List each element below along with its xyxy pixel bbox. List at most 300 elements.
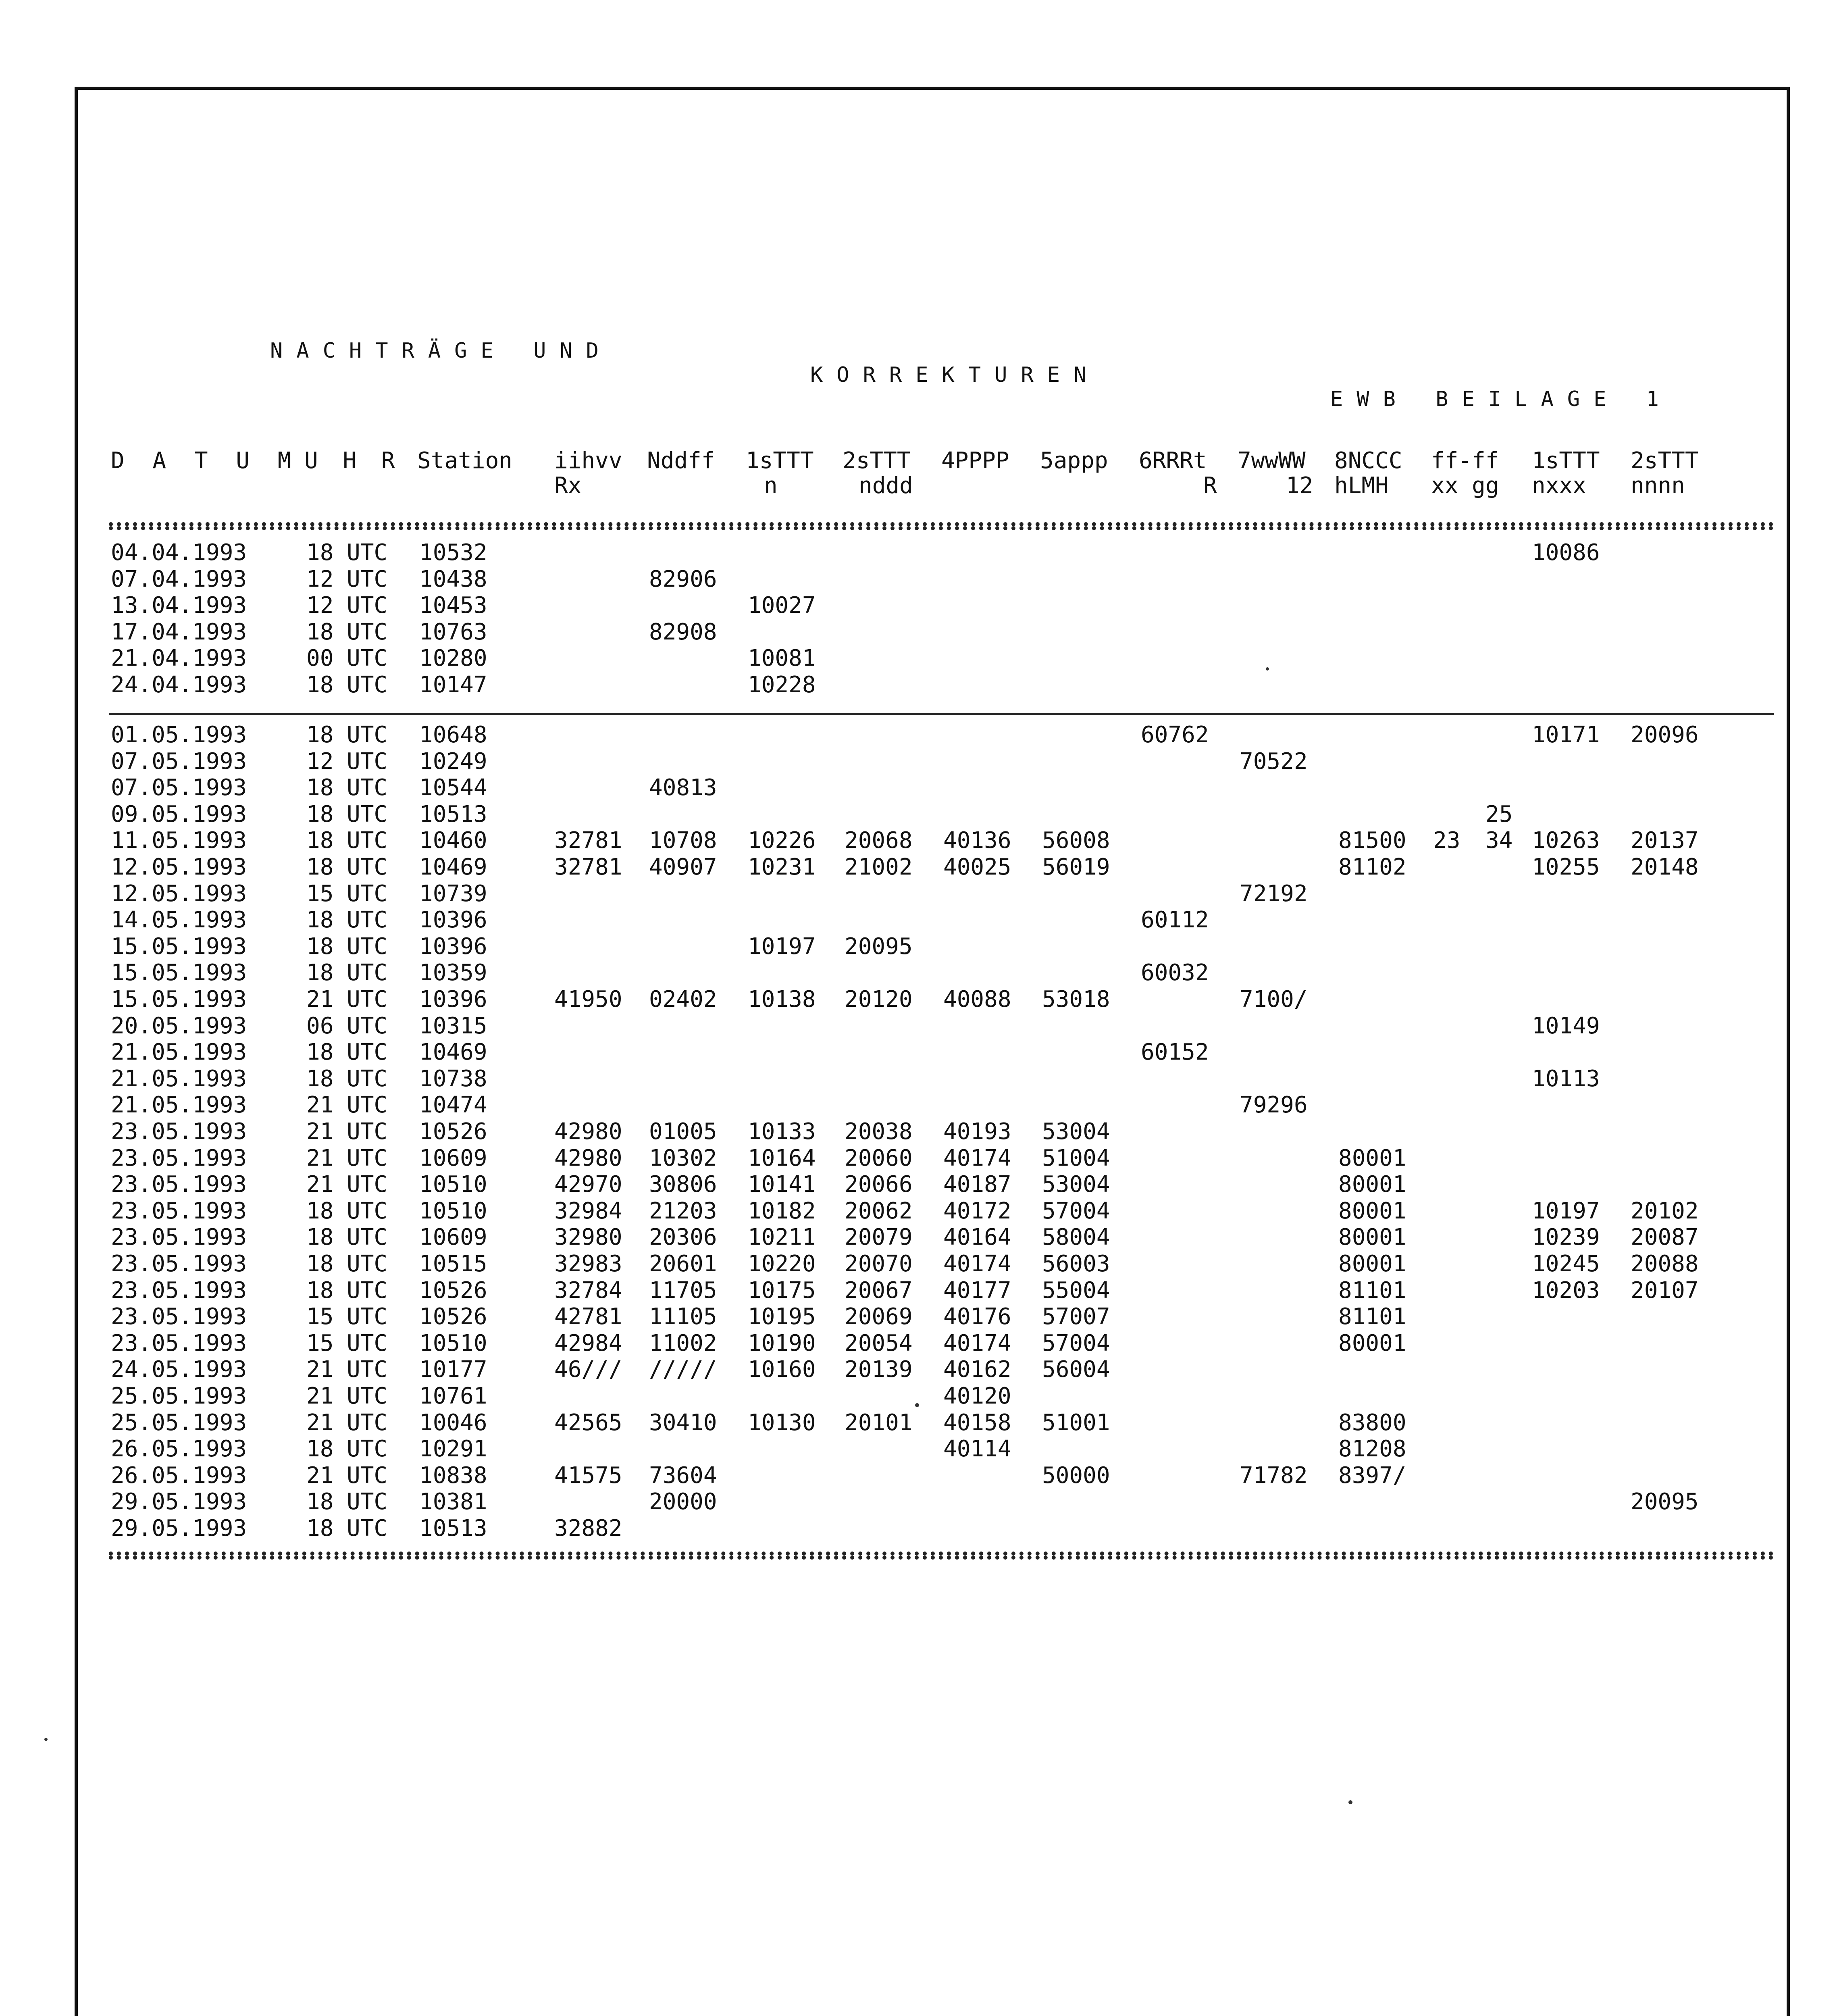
utc-cell: UTC — [347, 672, 388, 698]
table-row — [0, 1224, 1835, 1251]
hour-cell: 21 — [306, 1092, 334, 1118]
station-cell: 10046 — [419, 1409, 487, 1436]
date-cell: 21.04.1993 — [111, 645, 247, 672]
footer-divider — [109, 1552, 1774, 1556]
hour-cell: 06 — [306, 1012, 334, 1039]
hour-cell: 18 — [306, 907, 334, 933]
value-cell: 70522 — [1240, 748, 1308, 775]
header-c5-bottom: n — [764, 473, 778, 499]
value-cell: 41575 — [554, 1462, 622, 1489]
value-cell: 80001 — [1338, 1224, 1406, 1251]
value-cell: 81208 — [1338, 1436, 1406, 1462]
value-cell: 46/// — [554, 1356, 622, 1383]
utc-cell: UTC — [347, 933, 388, 960]
value-cell: 32984 — [554, 1198, 622, 1224]
date-cell: 24.05.1993 — [111, 1356, 247, 1383]
date-cell: 14.05.1993 — [111, 907, 247, 933]
header-c9-top: 6RRRt — [1139, 448, 1207, 474]
hour-cell: 18 — [306, 1065, 334, 1092]
hour-cell: 21 — [306, 1145, 334, 1171]
header-c12-bottom: xx gg — [1431, 473, 1499, 499]
utc-cell: UTC — [347, 1251, 388, 1277]
value-cell: 42980 — [554, 1118, 622, 1145]
utc-cell: UTC — [347, 1145, 388, 1171]
hour-cell: 15 — [306, 1330, 334, 1356]
utc-cell: UTC — [347, 986, 388, 1012]
utc-cell: UTC — [347, 619, 388, 645]
value-cell: 10081 — [748, 645, 816, 672]
value-cell: 58004 — [1042, 1224, 1110, 1251]
table-row — [0, 1066, 1835, 1092]
date-cell: 07.04.1993 — [111, 566, 247, 592]
value-cell: 40187 — [943, 1171, 1011, 1198]
value-cell: 20068 — [845, 827, 913, 854]
value-cell: 60112 — [1141, 907, 1209, 933]
date-cell: 21.05.1993 — [111, 1065, 247, 1092]
header-c10-top: 7wwWW — [1238, 448, 1306, 474]
value-cell: 32882 — [554, 1515, 622, 1541]
utc-cell: UTC — [347, 880, 388, 907]
header-c11-bottom: hLMH — [1334, 473, 1389, 499]
utc-cell: UTC — [347, 1118, 388, 1145]
value-cell: 20000 — [649, 1489, 717, 1515]
value-cell: 20137 — [1631, 827, 1699, 854]
table-row — [0, 645, 1835, 672]
station-cell: 10396 — [419, 907, 487, 933]
station-cell: 10249 — [419, 748, 487, 775]
table-row — [0, 1330, 1835, 1357]
value-cell: 11705 — [649, 1277, 717, 1304]
value-cell: 20038 — [845, 1118, 913, 1145]
table-row — [0, 592, 1835, 619]
date-cell: 12.05.1993 — [111, 854, 247, 880]
station-cell: 10513 — [419, 1515, 487, 1541]
value-cell: 11002 — [649, 1330, 717, 1356]
utc-cell: UTC — [347, 592, 388, 619]
date-cell: 21.05.1993 — [111, 1092, 247, 1118]
table-row — [0, 1171, 1835, 1198]
station-cell: 10739 — [419, 880, 487, 907]
value-cell: 42565 — [554, 1409, 622, 1436]
value-cell: 10211 — [748, 1224, 816, 1251]
station-cell: 10738 — [419, 1065, 487, 1092]
value-cell: 80001 — [1338, 1171, 1406, 1198]
station-cell: 10359 — [419, 960, 487, 986]
hour-cell: 18 — [306, 827, 334, 854]
date-cell: 26.05.1993 — [111, 1436, 247, 1462]
header-c9-bottom: R — [1203, 473, 1217, 499]
hour-cell: 12 — [306, 566, 334, 592]
value-cell: 40177 — [943, 1277, 1011, 1304]
value-cell: 10130 — [748, 1409, 816, 1436]
station-cell: 10648 — [419, 722, 487, 748]
hour-cell: 21 — [306, 1356, 334, 1383]
value-cell: 20088 — [1631, 1251, 1699, 1277]
value-cell: 32983 — [554, 1251, 622, 1277]
table-row — [0, 566, 1835, 593]
header-divider — [109, 522, 1774, 526]
value-cell: 10302 — [649, 1145, 717, 1171]
hour-cell: 21 — [306, 1383, 334, 1409]
hour-cell: 18 — [306, 1436, 334, 1462]
hour-cell: 18 — [306, 1224, 334, 1251]
value-cell: 40136 — [943, 827, 1011, 854]
station-cell: 10469 — [419, 854, 487, 880]
value-cell: 10149 — [1532, 1012, 1600, 1039]
value-cell: 7100/ — [1240, 986, 1308, 1012]
utc-cell: UTC — [347, 1012, 388, 1039]
hour-cell: 18 — [306, 1039, 334, 1066]
value-cell: 40813 — [649, 775, 717, 801]
station-cell: 10396 — [419, 986, 487, 1012]
table-row — [0, 986, 1835, 1013]
value-cell: 10197 — [748, 933, 816, 960]
station-cell: 10381 — [419, 1489, 487, 1515]
table-row — [0, 619, 1835, 646]
value-cell: 20101 — [845, 1409, 913, 1436]
date-cell: 12.05.1993 — [111, 880, 247, 907]
hour-cell: 21 — [306, 1409, 334, 1436]
date-cell: 23.05.1993 — [111, 1171, 247, 1198]
value-cell: 10141 — [748, 1171, 816, 1198]
value-cell: 40114 — [943, 1436, 1011, 1462]
utc-cell: UTC — [347, 907, 388, 933]
value-cell: 10239 — [1532, 1224, 1600, 1251]
value-cell: 32781 — [554, 827, 622, 854]
value-cell: 10160 — [748, 1356, 816, 1383]
value-cell: 40174 — [943, 1145, 1011, 1171]
value-cell: 25 — [1485, 801, 1513, 827]
date-cell: 09.05.1993 — [111, 801, 247, 827]
table-row — [0, 1251, 1835, 1277]
station-cell: 10510 — [419, 1330, 487, 1356]
table-row — [0, 775, 1835, 801]
hour-cell: 18 — [306, 801, 334, 827]
hour-cell: 18 — [306, 1489, 334, 1515]
value-cell: 20148 — [1631, 854, 1699, 880]
scan-speck — [1348, 1800, 1352, 1804]
value-cell: 10197 — [1532, 1198, 1600, 1224]
value-cell: 20601 — [649, 1251, 717, 1277]
date-cell: 20.05.1993 — [111, 1012, 247, 1039]
value-cell: 10182 — [748, 1198, 816, 1224]
value-cell: 20087 — [1631, 1224, 1699, 1251]
station-cell: 10526 — [419, 1304, 487, 1330]
hour-cell: 00 — [306, 645, 334, 672]
hour-cell: 21 — [306, 1462, 334, 1489]
value-cell: 71782 — [1240, 1462, 1308, 1489]
table-row — [0, 1304, 1835, 1330]
value-cell: 40174 — [943, 1251, 1011, 1277]
hour-cell: 18 — [306, 1198, 334, 1224]
value-cell: 80001 — [1338, 1330, 1406, 1356]
table-row — [0, 1013, 1835, 1039]
value-cell: 20095 — [1631, 1489, 1699, 1515]
table-row — [0, 1410, 1835, 1436]
value-cell: 57007 — [1042, 1304, 1110, 1330]
hour-cell: 18 — [306, 854, 334, 880]
utc-cell: UTC — [347, 539, 388, 566]
table-row — [0, 1489, 1835, 1515]
date-cell: 23.05.1993 — [111, 1330, 247, 1356]
value-cell: 32784 — [554, 1277, 622, 1304]
utc-cell: UTC — [347, 1277, 388, 1304]
value-cell: 41950 — [554, 986, 622, 1012]
date-cell: 23.05.1993 — [111, 1118, 247, 1145]
value-cell: 81102 — [1338, 854, 1406, 880]
value-cell: 55004 — [1042, 1277, 1110, 1304]
value-cell: 40176 — [943, 1304, 1011, 1330]
value-cell: 42781 — [554, 1304, 622, 1330]
value-cell: 20067 — [845, 1277, 913, 1304]
table-row — [0, 1515, 1835, 1542]
date-cell: 15.05.1993 — [111, 960, 247, 986]
value-cell: 10226 — [748, 827, 816, 854]
value-cell: 30806 — [649, 1171, 717, 1198]
date-cell: 26.05.1993 — [111, 1462, 247, 1489]
hour-cell: 21 — [306, 1171, 334, 1198]
station-cell: 10315 — [419, 1012, 487, 1039]
value-cell: 10164 — [748, 1145, 816, 1171]
table-row — [0, 722, 1835, 748]
station-cell: 10474 — [419, 1092, 487, 1118]
value-cell: 51001 — [1042, 1409, 1110, 1436]
station-cell: 10609 — [419, 1224, 487, 1251]
value-cell: 53004 — [1042, 1171, 1110, 1198]
station-cell: 10438 — [419, 566, 487, 592]
value-cell: 60032 — [1141, 960, 1209, 986]
station-cell: 10763 — [419, 619, 487, 645]
utc-cell: UTC — [347, 1409, 388, 1436]
header-uhr: U H R — [304, 448, 401, 474]
station-cell: 10609 — [419, 1145, 487, 1171]
station-cell: 10469 — [419, 1039, 487, 1066]
value-cell: 30410 — [649, 1409, 717, 1436]
utc-cell: UTC — [347, 748, 388, 775]
value-cell: 20079 — [845, 1224, 913, 1251]
date-cell: 23.05.1993 — [111, 1251, 247, 1277]
header-c12-top: ff-ff — [1431, 448, 1499, 474]
value-cell: 83800 — [1338, 1409, 1406, 1436]
header-c3-bottom: Rx — [554, 473, 582, 499]
value-cell: 81101 — [1338, 1277, 1406, 1304]
table-row — [0, 1198, 1835, 1225]
date-cell: 23.05.1993 — [111, 1145, 247, 1171]
hour-cell: 18 — [306, 933, 334, 960]
hour-cell: 18 — [306, 1251, 334, 1277]
scan-speck — [44, 1738, 48, 1741]
table-row — [0, 827, 1835, 854]
value-cell: 42984 — [554, 1330, 622, 1356]
footer-divider-2 — [109, 1556, 1774, 1560]
value-cell: 80001 — [1338, 1251, 1406, 1277]
station-cell: 10453 — [419, 592, 487, 619]
title-part-1: NACHTRÄGE UND — [270, 339, 612, 363]
utc-cell: UTC — [347, 722, 388, 748]
header-c7-top: 4PPPP — [941, 448, 1009, 474]
date-cell: 07.05.1993 — [111, 775, 247, 801]
value-cell: 10190 — [748, 1330, 816, 1356]
utc-cell: UTC — [347, 1383, 388, 1409]
station-cell: 10515 — [419, 1251, 487, 1277]
header-c10-bottom: 12 — [1286, 473, 1313, 499]
value-cell: 20120 — [845, 986, 913, 1012]
table-row — [0, 1356, 1835, 1383]
hour-cell: 18 — [306, 1277, 334, 1304]
date-cell: 23.05.1993 — [111, 1304, 247, 1330]
value-cell: 72192 — [1240, 880, 1308, 907]
header-c14-top: 2sTTT — [1631, 448, 1699, 474]
header-c13-bottom: nxxx — [1532, 473, 1586, 499]
header-c11-top: 8NCCC — [1334, 448, 1402, 474]
value-cell: 34 — [1485, 827, 1513, 854]
table-row — [0, 854, 1835, 881]
utc-cell: UTC — [347, 1224, 388, 1251]
header-station: Station — [417, 448, 513, 474]
utc-cell: UTC — [347, 1515, 388, 1541]
table-row — [0, 1436, 1835, 1462]
utc-cell: UTC — [347, 1304, 388, 1330]
date-cell: 29.05.1993 — [111, 1515, 247, 1541]
value-cell: 10708 — [649, 827, 717, 854]
value-cell: 10138 — [748, 986, 816, 1012]
date-cell: 24.04.1993 — [111, 672, 247, 698]
value-cell: 10263 — [1532, 827, 1600, 854]
table-row — [0, 933, 1835, 960]
table-row — [0, 748, 1835, 775]
utc-cell: UTC — [347, 566, 388, 592]
header-c6-bottom: nddd — [859, 473, 913, 499]
hour-cell: 12 — [306, 592, 334, 619]
header-c6-top: 2sTTT — [843, 448, 911, 474]
table-row — [0, 539, 1835, 566]
value-cell: 23 — [1433, 827, 1461, 854]
value-cell: 11105 — [649, 1304, 717, 1330]
hour-cell: 18 — [306, 775, 334, 801]
value-cell: 73604 — [649, 1462, 717, 1489]
value-cell: 10245 — [1532, 1251, 1600, 1277]
utc-cell: UTC — [347, 1198, 388, 1224]
utc-cell: UTC — [347, 854, 388, 880]
table-row — [0, 960, 1835, 986]
value-cell: 10086 — [1532, 539, 1600, 566]
date-cell: 23.05.1993 — [111, 1198, 247, 1224]
station-cell: 10526 — [419, 1118, 487, 1145]
utc-cell: UTC — [347, 1065, 388, 1092]
table-row — [0, 1277, 1835, 1304]
value-cell: 20139 — [845, 1356, 913, 1383]
page-title — [270, 314, 1673, 411]
value-cell: 40174 — [943, 1330, 1011, 1356]
value-cell: 40162 — [943, 1356, 1011, 1383]
value-cell: 10220 — [748, 1251, 816, 1277]
value-cell: 10113 — [1532, 1065, 1600, 1092]
value-cell: 21002 — [845, 854, 913, 880]
table-row — [0, 1039, 1835, 1066]
value-cell: 02402 — [649, 986, 717, 1012]
station-cell: 10838 — [419, 1462, 487, 1489]
value-cell: 53018 — [1042, 986, 1110, 1012]
value-cell: 20095 — [845, 933, 913, 960]
value-cell: 20069 — [845, 1304, 913, 1330]
date-cell: 25.05.1993 — [111, 1383, 247, 1409]
table-row — [0, 1462, 1835, 1489]
value-cell: 79296 — [1240, 1092, 1308, 1118]
station-cell: 10280 — [419, 645, 487, 672]
title-part-2: KORREKTUREN — [810, 363, 1100, 387]
station-cell: 10510 — [419, 1171, 487, 1198]
value-cell: 32980 — [554, 1224, 622, 1251]
table-row — [0, 1145, 1835, 1172]
value-cell: 10175 — [748, 1277, 816, 1304]
value-cell: 10171 — [1532, 722, 1600, 748]
scan-speck — [915, 1403, 919, 1407]
station-cell: 10460 — [419, 827, 487, 854]
date-cell: 21.05.1993 — [111, 1039, 247, 1066]
value-cell: 20070 — [845, 1251, 913, 1277]
table-row — [0, 881, 1835, 907]
date-cell: 04.04.1993 — [111, 539, 247, 566]
value-cell: 60762 — [1141, 722, 1209, 748]
utc-cell: UTC — [347, 645, 388, 672]
value-cell: 40907 — [649, 854, 717, 880]
station-cell: 10513 — [419, 801, 487, 827]
value-cell: 40193 — [943, 1118, 1011, 1145]
value-cell: 40088 — [943, 986, 1011, 1012]
value-cell: 81500 — [1338, 827, 1406, 854]
header-c13-top: 1sTTT — [1532, 448, 1600, 474]
value-cell: 56019 — [1042, 854, 1110, 880]
station-cell: 10510 — [419, 1198, 487, 1224]
utc-cell: UTC — [347, 1462, 388, 1489]
hour-cell: 18 — [306, 672, 334, 698]
utc-cell: UTC — [347, 960, 388, 986]
header-c14-bottom: nnnn — [1631, 473, 1685, 499]
station-cell: 10147 — [419, 672, 487, 698]
value-cell: 20062 — [845, 1198, 913, 1224]
value-cell: 10231 — [748, 854, 816, 880]
value-cell: 80001 — [1338, 1198, 1406, 1224]
header-datum: D A T U M — [111, 448, 299, 474]
hour-cell: 18 — [306, 960, 334, 986]
station-cell: 10396 — [419, 933, 487, 960]
hour-cell: 18 — [306, 539, 334, 566]
utc-cell: UTC — [347, 1330, 388, 1356]
value-cell: 10203 — [1532, 1277, 1600, 1304]
value-cell: 20102 — [1631, 1198, 1699, 1224]
value-cell: 56008 — [1042, 827, 1110, 854]
value-cell: 10027 — [748, 592, 816, 619]
table-row — [0, 907, 1835, 933]
table-row — [0, 1118, 1835, 1145]
station-cell: 10526 — [419, 1277, 487, 1304]
value-cell: 56003 — [1042, 1251, 1110, 1277]
value-cell: 82906 — [649, 566, 717, 592]
value-cell: 40158 — [943, 1409, 1011, 1436]
table-row — [0, 801, 1835, 828]
value-cell: 40164 — [943, 1224, 1011, 1251]
utc-cell: UTC — [347, 827, 388, 854]
value-cell: 50000 — [1042, 1462, 1110, 1489]
value-cell: 82908 — [649, 619, 717, 645]
hour-cell: 18 — [306, 1515, 334, 1541]
scan-speck — [1266, 667, 1269, 671]
utc-cell: UTC — [347, 1436, 388, 1462]
value-cell: 40172 — [943, 1198, 1011, 1224]
header-c5-top: 1sTTT — [746, 448, 814, 474]
table-row — [0, 1092, 1835, 1118]
header-c8-top: 5appp — [1040, 448, 1108, 474]
